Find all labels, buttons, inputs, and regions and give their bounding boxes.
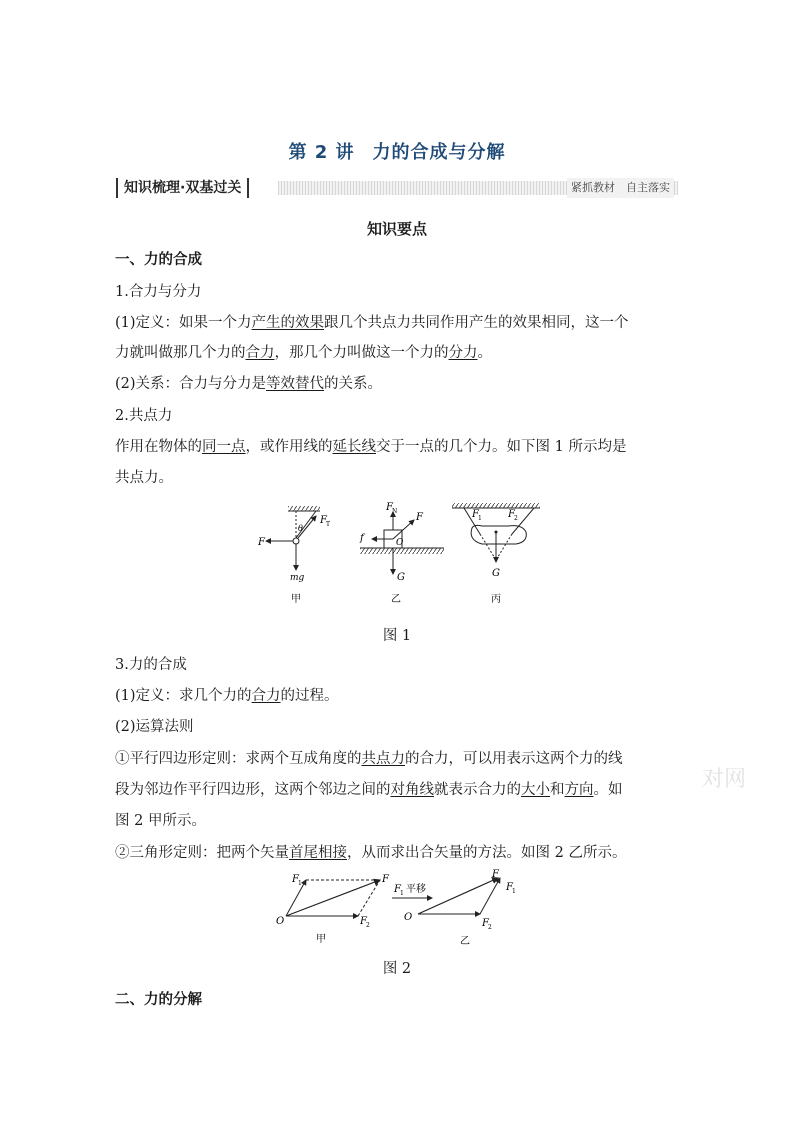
text: 段为邻边作平行四边形，这两个邻边之间的	[115, 782, 391, 798]
figure-1	[250, 498, 550, 610]
label-shift-sub: 1	[400, 890, 404, 897]
paragraph-concurrent-cont: 共点力。	[115, 470, 173, 486]
text: 的合力，可以用表示这两个力的线	[405, 751, 623, 767]
answer-blank: 共点力	[361, 751, 405, 767]
subheading-concurrent: 2.共点力	[115, 408, 173, 424]
paragraph-rules: (2)运算法则	[115, 719, 194, 735]
label-theta: θ	[298, 524, 303, 533]
paragraph-parallelogram	[115, 749, 685, 769]
text: 交于一点的几个力。如下图 1 所示均是	[376, 439, 627, 455]
paragraph-definition-cont	[115, 343, 685, 363]
label-shift-text: 平移	[406, 884, 426, 895]
figure-label-bing: 丙	[491, 594, 501, 605]
text: 跟几个共点力共同作用产生的效果相同，这一个	[324, 315, 629, 331]
label-shift: F	[394, 884, 401, 895]
text: ，那几个力叫做这一个力的	[274, 345, 449, 361]
figure-label-jia: 甲	[291, 594, 301, 605]
paragraph-triangle	[115, 843, 685, 863]
label-mg: mg	[290, 573, 305, 583]
figure-label-yi: 乙	[391, 594, 401, 605]
label-FN: F	[386, 502, 393, 513]
figure-1-bing	[452, 503, 540, 605]
text: 。	[477, 345, 492, 361]
label-O: O	[404, 912, 413, 923]
lecture-number: 第 2 讲	[288, 142, 355, 163]
paragraph-concurrent	[115, 437, 685, 457]
figure-1-caption: 图 1	[382, 628, 412, 644]
section-title: 知识要点	[366, 220, 427, 238]
label-F: F	[382, 874, 389, 885]
answer-blank: 合力	[245, 345, 275, 361]
text: 的关系。	[324, 376, 383, 392]
label-F1: F	[472, 509, 479, 520]
label-G: G	[492, 568, 500, 579]
answer-blank: 等效替代	[266, 376, 325, 392]
label-F: F	[416, 512, 423, 523]
label-FN-sub: N	[392, 508, 398, 515]
text: (2)关系：合力与分力是	[115, 376, 267, 392]
figure-2-caption: 图 2	[382, 961, 412, 977]
banner-subtitle: 紧抓教材 自主落实	[567, 178, 674, 198]
label-F1: F	[292, 874, 299, 885]
label-F2: F	[508, 509, 515, 520]
label-O: O	[276, 916, 285, 927]
lecture-topic: 力的合成与分解	[372, 142, 506, 163]
figure-2-yi	[392, 869, 516, 947]
label-F1-sub: 1	[298, 880, 302, 887]
label-f: f	[360, 533, 364, 544]
subheading-resultant: 1.合力与分力	[115, 284, 202, 300]
answer-blank: 延长线	[332, 439, 376, 455]
text: 的过程。	[280, 688, 339, 704]
answer-blank: 同一点	[202, 439, 246, 455]
label-F1-sub: 1	[512, 888, 516, 895]
label-F2-sub: 2	[366, 922, 370, 929]
figure-label-yi: 乙	[460, 936, 470, 947]
label-F1-sub: 1	[478, 515, 482, 522]
label-F1: F	[506, 882, 513, 893]
answer-blank: 产生的效果	[251, 315, 325, 331]
text: (1)定义：如果一个力	[115, 315, 252, 331]
answer-blank: 合力	[251, 688, 281, 704]
label-F2-sub: 2	[514, 515, 518, 522]
watermark: 对网	[702, 767, 747, 792]
text: 力就叫做那几个力的	[115, 345, 246, 361]
label-FT-sub: T	[326, 521, 331, 528]
text: ，从而求出合矢量的方法。如图 2 乙所示。	[347, 845, 627, 861]
label-O: O	[396, 538, 404, 548]
paragraph-composition-def	[115, 686, 685, 706]
text: ②三角形定则：把两个矢量	[115, 845, 289, 861]
answer-blank: 方向	[564, 782, 594, 798]
paragraph-parallelogram-end: 图 2 甲所示。	[115, 813, 206, 829]
label-F: F	[492, 869, 499, 880]
answer-blank: 分力	[448, 345, 478, 361]
label-F2: F	[360, 916, 367, 927]
paragraph-relation	[115, 374, 685, 394]
text: 和	[550, 782, 565, 798]
figure-2	[270, 868, 530, 948]
subheading-composition: 3.力的合成	[115, 657, 187, 673]
label-F: F	[258, 537, 265, 548]
answer-blank: 对角线	[390, 782, 434, 798]
figure-label-jia: 甲	[316, 934, 326, 945]
answer-blank: 首尾相接	[289, 845, 347, 861]
text: 。如	[593, 782, 623, 798]
figure-1-jia	[257, 506, 330, 605]
page-title	[0, 138, 794, 164]
figure-2-jia	[276, 874, 390, 945]
label-F2-sub: 2	[488, 924, 492, 931]
label-F2: F	[482, 918, 489, 929]
label-FT: F	[320, 515, 327, 526]
banner-label: 知识梳理·双基过关	[116, 178, 249, 198]
answer-blank: 大小	[521, 782, 550, 798]
heading-force-composition: 一、力的合成	[115, 252, 202, 268]
text: 作用在物体的	[115, 439, 202, 455]
paragraph-definition	[115, 313, 685, 333]
text: ，或作用线的	[245, 439, 333, 455]
text: 就表示合力的	[434, 782, 521, 798]
paragraph-parallelogram-cont	[115, 780, 685, 800]
label-G: G	[397, 572, 405, 583]
section-banner	[116, 178, 678, 200]
figure-1-yi	[359, 502, 444, 605]
text: (1)定义：求几个力的	[115, 688, 252, 704]
text: ①平行四边形定则：求两个互成角度的	[115, 751, 362, 767]
heading-force-decomposition: 二、力的分解	[115, 992, 202, 1008]
